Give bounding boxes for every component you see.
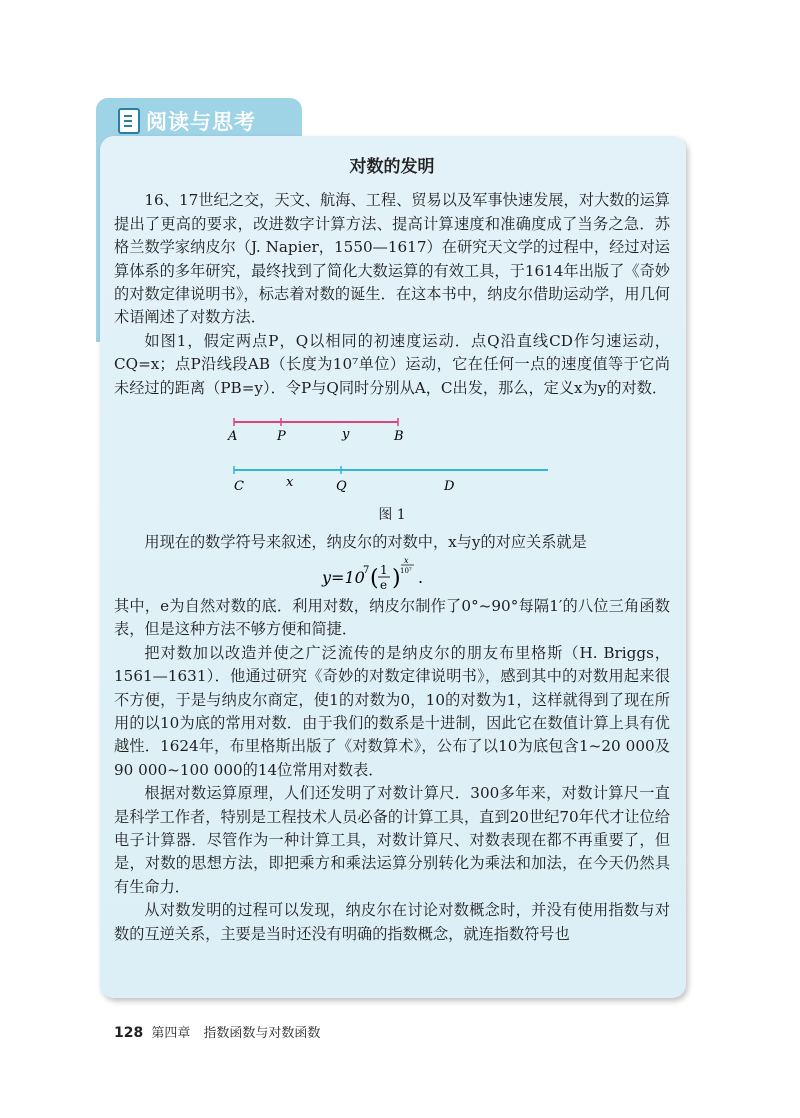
napier-formula [114,555,670,595]
formula-render [114,555,670,595]
formula-lhs: y=10 [322,567,365,587]
paragraph-7: 从对数发明的过程可以发现，纳皮尔在讨论对数概念时，并没有使用指数与对数的互逆关系，主要是当时还没有明确的指数概念，就连指数符号也 [114,901,670,943]
formula-frac-den: e [380,577,388,592]
chapter-title: 第四章 指数函数与对数函数 [151,1026,321,1041]
article-title: 对数的发明 [349,157,435,177]
reading-content [114,150,670,946]
paragraph-3: 用现在的数学符号来叙述，纳皮尔的对数中，x与y的对应关系就是 [144,533,587,552]
label-q: Q [336,479,347,495]
page-footer [114,1022,320,1041]
label-c: C [234,479,244,495]
figure-caption: 图 1 [378,507,406,524]
figure-1 [114,404,670,504]
label-d: D [444,479,455,495]
formula-sup-num: x [404,555,409,565]
paragraph-1: 16、17世纪之交，天文、航海、工程、贸易以及军事快速发展，对大数的运算提出了更高的要求，改进数字计算方法、提高计算速度和准确度成了当务之急．苏格兰数学家纳皮尔（J. Napier，1550—1617）在研究天文学的过程中，经过对运算体系的多年研究，最终找到了简化大数运算的有效工具，于1614年出版了《奇妙的对数定律说明书》，标志着对数的诞生．在这本书中，纳皮尔借助运动学，用几何术语阐述了对数方法． [114,191,670,327]
formula-exp7: 7 [363,564,370,576]
label-a: A [228,429,238,445]
formula-frac-num: 1 [380,562,388,577]
paragraph-2: 如图1，假定两点P，Q以相同的初速度运动．点Q沿直线CD作匀速运动，CQ=x；点P沿线段AB（长度为10⁷单位）运动，它在任何一点的速度值等于它尚未经过的距离（PB=y）．令P与Q同时分别从A，C出发，那么，定义x为y的对数． [114,331,670,397]
formula-sup-den: 10⁷ [400,566,412,575]
page-number: 128 [114,1025,144,1041]
paragraph-5: 把对数加以改造并使之广泛流传的是纳皮尔的朋友布里格斯（H. Briggs，1561—1631）．他通过研究《奇妙的对数定律说明书》，感到其中的对数用起来很不方便，于是与纳皮尔商定，使1的对数为0，10的对数为1，这样就得到了现在所用的以10为底的常用对数．由于我们的数系是十进制，因此它在数值计算上具有优越性．1624年，布里格斯出版了《对数算术》，公布了以10为底包含1~20 000及90 000~100 000的14位常用对数表． [114,643,670,779]
label-y: y [342,427,350,443]
section-tab-label: 阅读与思考 [146,110,256,134]
figure-1-diagram [114,404,670,504]
formula-paren-open: ( [370,565,379,591]
formula-end: . [418,567,424,587]
label-x: x [286,475,294,491]
label-p: P [277,429,286,445]
label-b: B [394,429,404,445]
book-icon [118,108,140,134]
paragraph-6: 根据对数运算原理，人们还发明了对数计算尺．300多年来，对数计算尺一直是科学工作者，特别是工程技术人员必备的计算工具，直到20世纪70年代才让位给电子计算器．尽管作为一种计算工具，对数计算尺、对数表现在都不再重要了，但是，对数的思想方法，即把乘方和乘法运算分别转化为乘法和加法，在今天仍然具有生命力． [114,784,670,896]
formula-paren-close: ) [392,565,401,591]
paragraph-4: 其中，e为自然对数的底．利用对数，纳皮尔制作了0°~90°每隔1′的八位三角函数表，但是这种方法不够方便和简捷． [114,596,670,639]
